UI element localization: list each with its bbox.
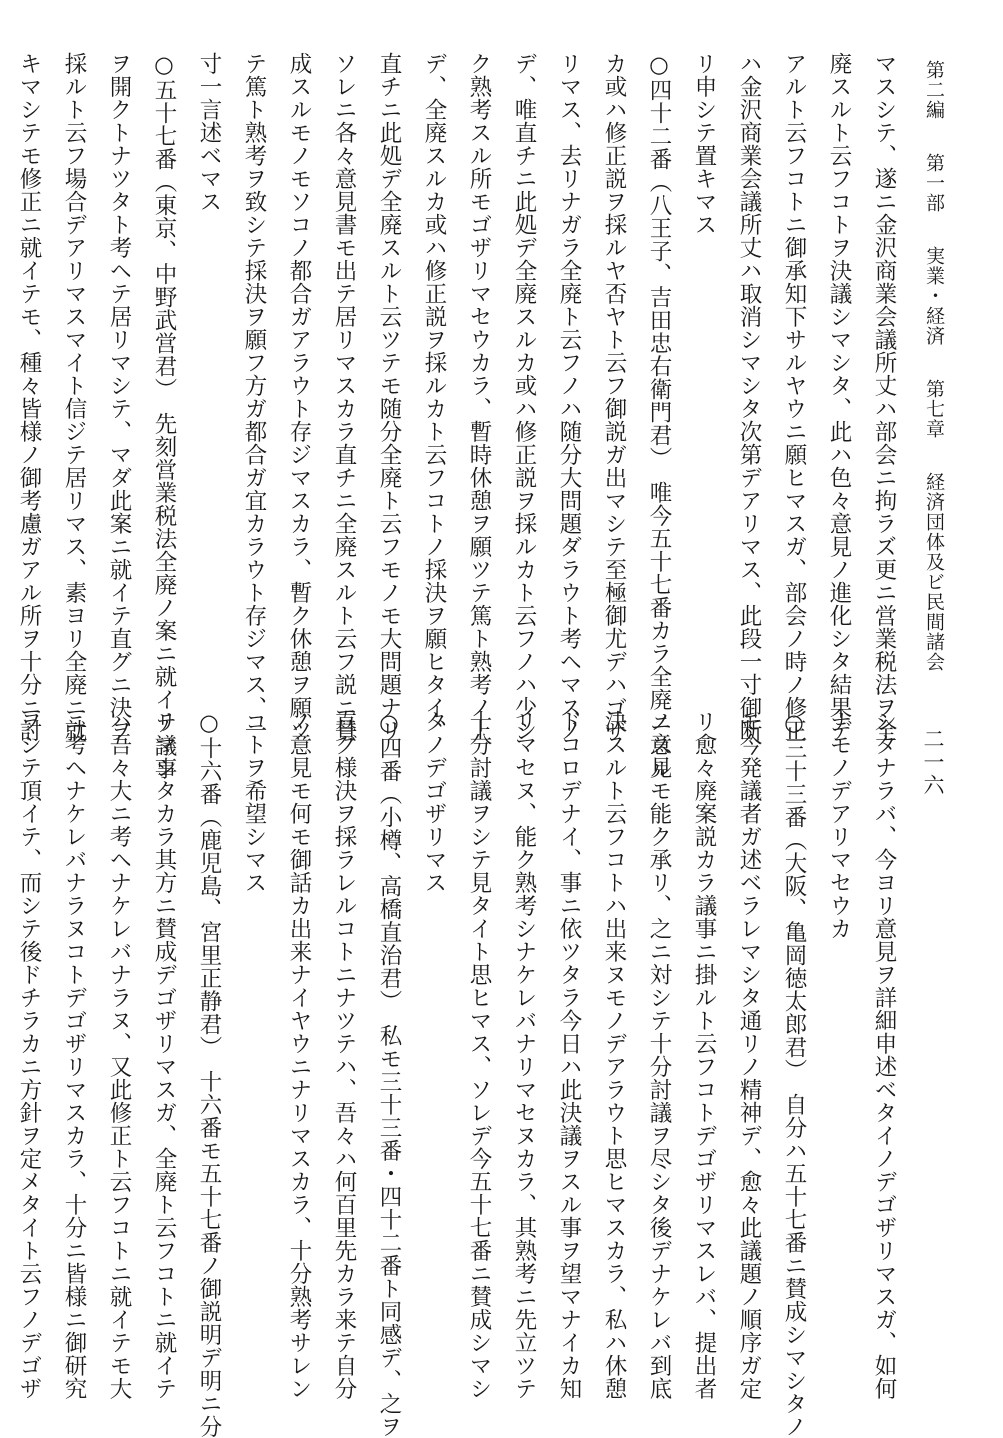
text-line: ク熟考スル所モゴザリマセウカラ、暫時休憩ヲ願ツテ篤ト熟考ノ上 xyxy=(466,52,492,742)
text-line: ノ意見モ何モ御話カ出来ナイヤウニナリマスカラ、十分熟考サレン xyxy=(286,710,312,1400)
speaker-line: ○五十七番（東京、中野武営君） 先刻営業税法全廃ノ案ニ就イテ議事 xyxy=(151,52,177,781)
upper-text-block xyxy=(16,52,906,781)
header-part: 第二編 xyxy=(923,60,945,120)
text-line: 寸一言述ベマス xyxy=(196,52,222,213)
text-line: ハ金沢商業会議所丈ハ取消シマシタ次第デアリマス、此段一寸御断 xyxy=(736,52,762,742)
text-line: ドコロデナイ、事ニ依ツタラ今日ハ此決議ヲスル事ヲ望マナイカ知 xyxy=(556,710,582,1400)
speaker-line: ○十六番（鹿児島、宮里正静君） 十六番モ五十七番ノ御説明デ明ニ分 xyxy=(196,710,222,1438)
text-line: タノデゴザリマス xyxy=(421,710,447,894)
text-line: モ今発議者ガ述ベラレマシタ通リノ精神デ、愈々此議題ノ順序ガ定 xyxy=(736,710,762,1400)
text-line: ハ吾々大ニ考ヘナケレバナラヌ、又此修正ト云フコトニ就イテモ大 xyxy=(106,710,132,1400)
text-line: ソレニ各々意見書モ出テ居リマスカラ直チニ全廃スルト云フ説ニ賛 xyxy=(331,52,357,742)
page-number: 二一六 xyxy=(921,728,945,797)
text-line: ニ考ヘナケレバナラヌコトデゴザリマスカラ、十分ニ皆様ニ御研究 xyxy=(61,710,87,1400)
text-line: リマシタカラ其方ニ賛成デゴザリマスガ、全廃ト云フコトニ就イテ xyxy=(151,710,177,1400)
text-line: リ愈々廃案説カラ議事ニ掛ルト云フコトデゴザリマスレバ、提出者 xyxy=(691,710,717,1400)
text-line: リ申シテ置キマス xyxy=(691,52,717,236)
header-chapter: 第七章 xyxy=(923,379,945,440)
header-chapter-title: 経済団体及ビ民間諸会 xyxy=(923,472,945,673)
text-line: リマセヌ、能ク熟考シナケレバナリマセヌカラ、其熟考ニ先立ツテ xyxy=(511,710,537,1400)
text-line: 直グ様決ヲ採ラレルコトニナツテハ、吾々ハ何百里先カラ来テ自分 xyxy=(331,710,357,1400)
header-subject: 実業・経済 xyxy=(923,246,945,347)
text-line: 成スルモノモソコノ都合ガアラウト存ジマスカラ、暫ク休憩ヲ願ツ xyxy=(286,52,312,742)
speaker-line: ○四番（小樽、高橋直治君） 私モ三十三番・四十二番ト同感デ、之ヲ xyxy=(376,710,402,1438)
text-line: ヲシテ頂イテ、而シテ後ドチラカニ方針ヲ定メタイト云フノデゴザ xyxy=(16,710,42,1400)
text-line: 決スルト云フコトハ出来ヌモノデアラウト思ヒマスカラ、私ハ休憩 xyxy=(601,710,627,1400)
text-line: ナモノデアリマセウカ xyxy=(826,710,852,940)
text-line: 採ルト云フ場合デアリマスマイト信ジテ居リマス、素ヨリ全廃ニ就 xyxy=(61,52,87,742)
text-line xyxy=(0,52,6,697)
text-line: キマシテモ修正ニ就イテモ、種々皆様ノ御考慮ガアル所ヲ十分ニ討 xyxy=(16,52,42,742)
text-line: テ篤ト熟考ヲ致シテ採決ヲ願フ方ガ都合ガ宜カラウト存ジマス、一 xyxy=(241,52,267,742)
text-line: 廃スルト云フコトヲ決議シマシタ、此ハ色々意見ノ進化シタ結果デ xyxy=(826,52,852,742)
text-line: カ或ハ修正説ヲ採ルヤ否ヤト云フ御説ガ出マシテ至極御尤デハゴザ xyxy=(601,52,627,742)
running-header xyxy=(908,60,948,700)
lower-text-block xyxy=(16,710,906,1438)
text-line: アルト云フコトニ御承知下サルヤウニ願ヒマスガ、部会ノ時ノ修正 xyxy=(781,52,807,742)
text-line: デ、唯直チニ此処デ全廃スルカ或ハ修正説ヲ採ルカト云フノハ少シ xyxy=(511,52,537,742)
text-line: マスシテ、遂ニ金沢商業会議所丈ハ部会ニ拘ラズ更ニ営業税法ヲ全 xyxy=(871,52,897,742)
text-line: リマス、去リナガラ全廃ト云フノハ随分大問題ダラウト考ヘマスノ xyxy=(556,52,582,742)
speaker-line: ○四十二番（八王子、吉田忠右衛門君） 唯今五十七番カラ全廃ニスル xyxy=(646,52,672,781)
text-line: コトヲ希望シマス xyxy=(241,710,267,894)
text-line: シタナラバ、今ヨリ意見ヲ詳細申述ベタイノデゴザリマスガ、如何 xyxy=(871,710,897,1400)
text-line: ノ意見モ能ク承リ、之ニ対シテ十分討議ヲ尽シタ後デナケレバ到底 xyxy=(646,710,672,1400)
header-section: 第一部 xyxy=(923,153,945,214)
text-line: 直チニ此処デ全廃スルト云ツテモ随分全廃ト云フモノモ大問題ナリ xyxy=(376,52,402,742)
text-line: デ、全廃スルカ或ハ修正説ヲ採ルカト云フコトノ採決ヲ願ヒタイ、 xyxy=(421,52,447,742)
text-line: ヲ開クトナツタト考ヘテ居リマシテ、マダ此案ニ就イテ直グニ決ヲ xyxy=(106,52,132,742)
speaker-line: ○三十三番（大阪、亀岡徳太郎君） 自分ハ五十七番ニ賛成シマシタノ xyxy=(781,710,807,1438)
text-line: 十分討議ヲシテ見タイト思ヒマス、ソレデ今五十七番ニ賛成シマシ xyxy=(466,710,492,1400)
